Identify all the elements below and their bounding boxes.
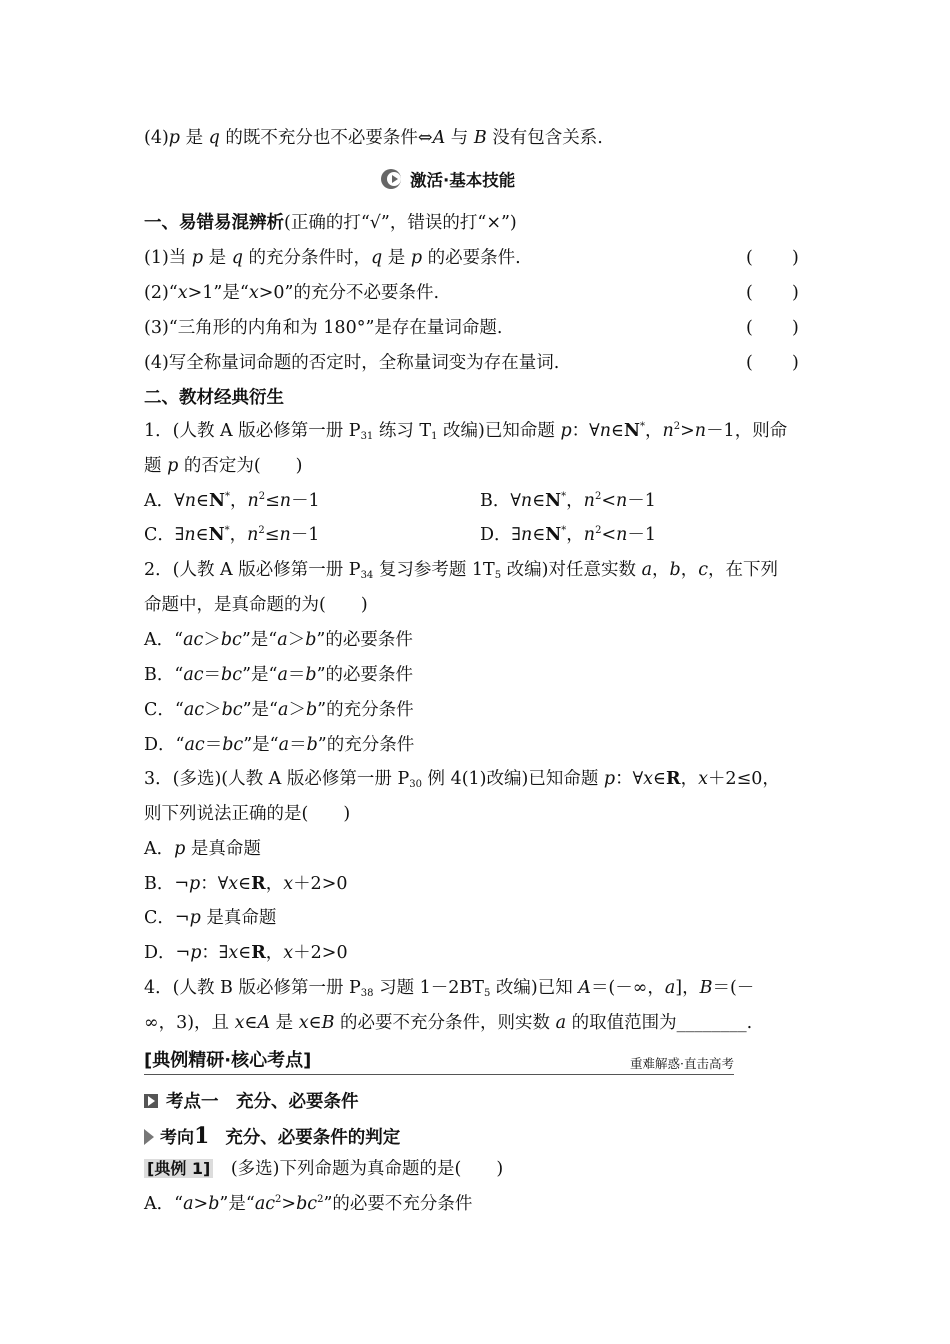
part1-heading: 一、易错易混辨析(正确的打“√”，错误的打“×”) (144, 213, 517, 233)
part1-item-2: (2)“x>1”是“x>0”的充分不必要条件. (144, 283, 440, 303)
q4-line2: ∞，3)，且 x∈A 是 x∈B 的必要不充分条件，则实数 a 的取值范围为________. (144, 1013, 753, 1033)
q1-option-c: C．∃n∈N*，$n^2\le n-1$ (144, 525, 320, 545)
part1-item-1: (1)当 p 是 q 的充分条件时，q 是 p 的必要条件. (144, 248, 521, 268)
example-option-a: A．“a>b”是“$ac^2>bc^2$”的必要不充分条件 (144, 1194, 473, 1214)
answer-paren-close: ) (792, 353, 799, 373)
answer-paren-open: ( (746, 248, 753, 268)
section-header (144, 1046, 734, 1075)
kaodian-heading: 考点一 充分、必要条件 (144, 1091, 359, 1113)
play-box-icon (144, 1094, 158, 1108)
q4-line1: 4．(人教 B 版必修第一册 $P_{38}$ 习题 $1-2BT_5$ 改编)已知 A＝(－∞，a]，B＝(－ (144, 978, 755, 999)
q1-option-b: B．∀n∈N*，$n^2<n-1$ (480, 491, 656, 511)
q1-line1: 1．(人教 A 版必修第一册 $P_{31}$ 练习 $T_1$ 改编)已知命题 p：∀n∈N*，$n^2>n-1$，则命 (144, 421, 788, 442)
skills-banner (380, 167, 515, 191)
q2-option-a: A．“ac＞bc”是“a＞b”的必要条件 (144, 630, 413, 650)
part2-heading: 二、教材经典衍生 (144, 388, 284, 408)
q1-line2: 题 p 的否定为( ) (144, 456, 303, 476)
q3-option-c: C．¬p 是真命题 (144, 908, 277, 928)
kaoxiang-heading: 考向1 充分、必要条件的判定 (144, 1123, 400, 1151)
intro-line: (4)p 是 q 的既不充分也不必要条件⇔A 与 B 没有包含关系. (144, 128, 603, 148)
q3-option-b: B．¬p：∀x∈R，x＋2>0 (144, 874, 348, 894)
q1-option-d: D．∃n∈N*，$n^2<n-1$ (480, 525, 657, 545)
q2-line2: 命题中，是真命题的为( ) (144, 595, 368, 615)
answer-paren-close: ) (792, 248, 799, 268)
q2-option-c: C．“ac＞bc”是“a＞b”的充分条件 (144, 700, 414, 720)
play-circle-icon (380, 168, 402, 190)
q3-option-a: A．p 是真命题 (144, 839, 261, 859)
triangle-icon (144, 1129, 154, 1145)
section-title: [典例精研·核心考点] (144, 1050, 312, 1071)
q3-line2: 则下列说法正确的是( ) (144, 804, 351, 824)
q3-line1: 3．(多选)(人教 A 版必修第一册 $P_{30}$ 例 4(1)改编)已知命题 p：∀x∈R，x＋2≤0， (144, 769, 780, 790)
section-subtitle: 重难解惑·直击高考 (630, 1056, 734, 1071)
q3-option-d: D．¬p：∃x∈R，x＋2>0 (144, 943, 348, 963)
q2-option-b: B．“ac＝bc”是“a＝b”的必要条件 (144, 665, 414, 685)
answer-paren-open: ( (746, 318, 753, 338)
q1-option-a: A．∀n∈N*，$n^2\le n-1$ (144, 491, 320, 511)
q2-option-d: D．“ac＝bc”是“a＝b”的充分条件 (144, 735, 415, 755)
answer-paren-open: ( (746, 353, 753, 373)
answer-paren-close: ) (792, 283, 799, 303)
part1-item-3: (3)“三角形的内角和为 180°”是存在量词命题. (144, 318, 503, 338)
answer-paren-close: ) (792, 318, 799, 338)
banner-title: 激活·基本技能 (410, 171, 516, 190)
example-line: [典例 1] (多选)下列命题为真命题的是( ) (144, 1158, 503, 1180)
part1-item-4: (4)写全称量词命题的否定时，全称量词变为存在量词. (144, 353, 560, 373)
answer-paren-open: ( (746, 283, 753, 303)
example-label: [典例 1] (144, 1159, 213, 1178)
q2-line1: 2．(人教 A 版必修第一册 $P_{34}$ 复习参考题 $1T_5$ 改编)对任意实数 a，b，c，在下列 (144, 560, 779, 581)
